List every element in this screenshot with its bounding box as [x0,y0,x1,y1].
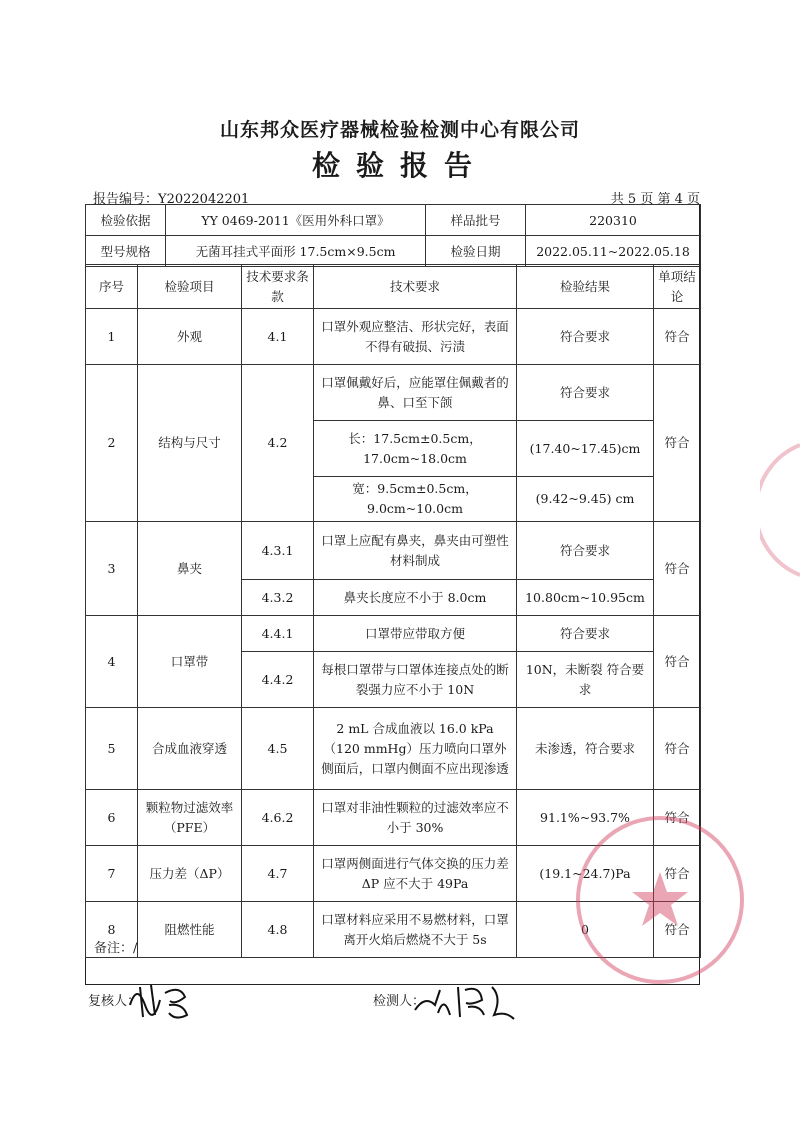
item-cell: 压力差（ΔP） [138,846,242,902]
seam-seal [760,440,800,580]
conclusion-cell: 符合 [654,365,701,522]
clause-cell: 4.2 [242,365,314,522]
requirement-cell: 口罩材料应采用不易燃材料，口罩离开火焰后燃烧不大于 5s [314,902,517,958]
clause-cell: 4.7 [242,846,314,902]
header-row [86,265,701,309]
reviewer-signature [125,975,205,1025]
requirement-cell: 鼻夹长度应不小于 8.0cm [314,580,517,616]
clause-cell: 4.5 [242,708,314,790]
col-clause: 技术要求条款 [242,265,314,309]
basis-label: 检验依据 [86,205,166,236]
batch-label: 样品批号 [426,205,526,236]
conclusion-cell: 符合 [654,309,701,365]
clause-cell: 4.1 [242,309,314,365]
tester-label: 检测人： [373,994,426,1009]
clause-cell: 4.6.2 [242,790,314,846]
item-cell: 颗粒物过滤效率（PFE） [138,790,242,846]
item-cell: 鼻夹 [138,522,242,616]
date-label: 检验日期 [426,236,526,267]
requirement-cell: 口罩两侧面进行气体交换的压力差ΔP 应不大于 49Pa [314,846,517,902]
result-cell: 0 [517,902,654,958]
result-cell: 10.80cm~10.95cm [517,580,654,616]
info-table [85,204,701,267]
result-cell: 未渗透，符合要求 [517,708,654,790]
item-cell: 外观 [138,309,242,365]
requirement-cell: 每根口罩带与口罩体连接点处的断裂强力应不小于 10N [314,652,517,708]
seq-cell: 8 [86,902,138,958]
seq-cell: 3 [86,522,138,616]
clause-cell: 4.3.1 [242,522,314,580]
reviewer-label: 复核人： [88,994,141,1009]
remark: 备注：/ [94,941,138,956]
requirement-cell: 口罩佩戴好后，应能罩住佩戴者的鼻、口至下颌 [314,365,517,421]
batch-value: 220310 [526,205,701,236]
official-seal [570,810,750,990]
result-cell: (9.42~9.45) cm [517,477,654,522]
item-cell: 合成血液穿透 [138,708,242,790]
requirement-cell: 宽：9.5cm±0.5cm，9.0cm~10.0cm [314,477,517,522]
seq-cell: 1 [86,309,138,365]
result-cell: 符合要求 [517,616,654,652]
tester-signature [410,975,530,1025]
requirement-cell: 长：17.5cm±0.5cm，17.0cm~18.0cm [314,421,517,477]
company-name: 山东邦众医疗器械检验检测中心有限公司 [219,119,580,141]
table-row [86,708,701,790]
table-row [86,365,701,421]
result-cell: (17.40~17.45)cm [517,421,654,477]
conclusion-cell: 符合 [654,846,701,902]
seq-cell: 7 [86,846,138,902]
seq-cell: 6 [86,790,138,846]
table-row [86,522,701,580]
col-requirement: 技术要求 [314,265,517,309]
info-row-basis [86,205,701,236]
result-cell: 符合要求 [517,522,654,580]
clause-cell: 4.8 [242,902,314,958]
requirement-cell: 口罩对非油性颗粒的过滤效率应不小于 30% [314,790,517,846]
clause-cell: 4.3.2 [242,580,314,616]
col-result: 检验结果 [517,265,654,309]
result-cell: 符合要求 [517,309,654,365]
result-cell: 符合要求 [517,365,654,421]
model-value: 无菌耳挂式平面形 17.5cm×9.5cm [166,236,426,267]
item-cell: 结构与尺寸 [138,365,242,522]
item-cell: 口罩带 [138,616,242,708]
result-cell: 91.1%~93.7% [517,790,654,846]
report-number-value: Y2022042201 [158,192,250,207]
seq-cell: 4 [86,616,138,708]
requirement-cell: 口罩带应带取方便 [314,616,517,652]
result-cell: 10N，未断裂 符合要求 [517,652,654,708]
clause-cell: 4.4.2 [242,652,314,708]
seq-cell: 5 [86,708,138,790]
conclusion-cell: 符合 [654,522,701,616]
basis-value: YY 0469-2011《医用外科口罩》 [166,205,426,236]
conclusion-cell: 符合 [654,790,701,846]
page-indicator: 共 5 页 第 4 页 [610,192,700,207]
conclusion-cell: 符合 [654,902,701,958]
seq-cell: 2 [86,365,138,522]
clause-cell: 4.4.1 [242,616,314,652]
info-row-model [86,236,701,267]
model-label: 型号规格 [86,236,166,267]
col-conclusion: 单项结论 [654,265,701,309]
requirement-cell: 口罩外观应整洁、形状完好，表面不得有破损、污渍 [314,309,517,365]
col-seq: 序号 [86,265,138,309]
requirement-cell: 2 mL 合成血液以 16.0 kPa（120 mmHg）压力喷向口罩外侧面后，口罩内侧面不应出现渗透 [314,708,517,790]
col-item: 检验项目 [138,265,242,309]
table-row [86,309,701,365]
report-number-label: 报告编号： [93,192,159,207]
item-cell: 阻燃性能 [138,902,242,958]
date-value: 2022.05.11~2022.05.18 [526,236,701,267]
table-row [86,616,701,652]
requirement-cell: 口罩上应配有鼻夹，鼻夹由可塑性材料制成 [314,522,517,580]
report-title: 检验报告 [311,149,488,182]
conclusion-cell: 符合 [654,616,701,708]
conclusion-cell: 符合 [654,708,701,790]
result-cell: (19.1~24.7)Pa [517,846,654,902]
